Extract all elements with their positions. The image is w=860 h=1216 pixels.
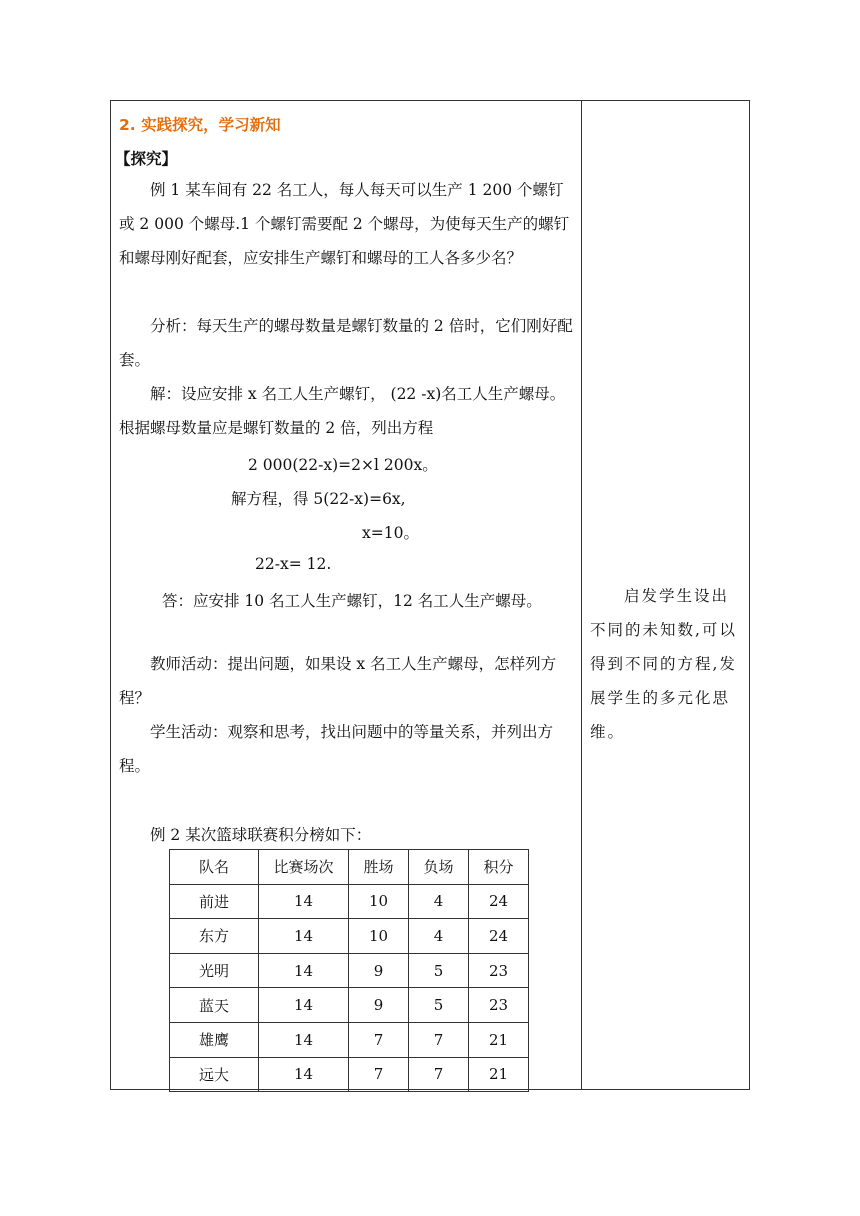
example1-problem-text: 例 1 某车间有 22 名工人，每人每天可以生产 1 200 个螺钉或 2 000 个螺母.1 个螺钉需要配 2 个螺母，为使每天生产的螺钉和螺母刚好配套，应安排生产螺钉和螺母的工人各多少名？ xyxy=(119,181,570,267)
cell-games: 14 xyxy=(259,953,349,988)
cell-losses: 4 xyxy=(409,884,469,919)
example1-analysis-text: 分析：每天生产的螺母数量是螺钉数量的 2 倍时，它们刚好配套。 xyxy=(119,317,573,369)
cell-games: 14 xyxy=(259,988,349,1023)
cell-points: 24 xyxy=(469,919,529,954)
student-activity-text: 学生活动：观察和思考，找出问题中的等量关系，并列出方程。 xyxy=(119,723,554,775)
header-points: 积分 xyxy=(469,850,529,885)
table-row xyxy=(170,1022,529,1057)
cell-team: 远大 xyxy=(170,1057,259,1092)
equation-2: 解方程，得 5(22-x)=6x, xyxy=(231,490,406,508)
example1-analysis xyxy=(119,309,579,377)
table-row xyxy=(170,988,529,1023)
cell-points: 21 xyxy=(469,1022,529,1057)
cell-team: 光明 xyxy=(170,953,259,988)
table-row xyxy=(170,919,529,954)
cell-points: 21 xyxy=(469,1057,529,1092)
table-row xyxy=(170,884,529,919)
cell-games: 14 xyxy=(259,1057,349,1092)
header-losses: 负场 xyxy=(409,850,469,885)
cell-wins: 7 xyxy=(349,1022,409,1057)
cell-team: 蓝天 xyxy=(170,988,259,1023)
side-note xyxy=(590,579,746,749)
side-note-text: 启发学生设出不同的未知数,可以得到不同的方程,发展学生的多元化思维。 xyxy=(590,587,737,741)
cell-games: 14 xyxy=(259,919,349,954)
example1-answer: 答：应安排 10 名工人生产螺钉，12 名工人生产螺母。 xyxy=(162,592,542,610)
header-wins: 胜场 xyxy=(349,850,409,885)
example1-solution-text: 解：设应安排 x 名工人生产螺钉， (22 -x)名工人生产螺母。根据螺母数量应是螺钉数量的 2 倍，列出方程 xyxy=(119,385,566,437)
cell-losses: 5 xyxy=(409,988,469,1023)
cell-losses: 5 xyxy=(409,953,469,988)
header-games: 比赛场次 xyxy=(259,850,349,885)
table-row xyxy=(170,1057,529,1092)
cell-points: 24 xyxy=(469,884,529,919)
equation-4: 22-x= 12. xyxy=(255,555,332,573)
cell-losses: 7 xyxy=(409,1057,469,1092)
cell-games: 14 xyxy=(259,1022,349,1057)
teacher-activity-text: 教师活动：提出问题，如果设 x 名工人生产螺母，怎样列方程？ xyxy=(119,655,557,707)
lesson-table xyxy=(110,100,750,1090)
cell-wins: 9 xyxy=(349,953,409,988)
score-table xyxy=(169,849,529,1092)
cell-points: 23 xyxy=(469,988,529,1023)
equation-1: 2 000(22-x)=2×l 200x。 xyxy=(248,456,438,474)
cell-wins: 9 xyxy=(349,988,409,1023)
cell-games: 14 xyxy=(259,884,349,919)
example1-problem xyxy=(119,173,579,275)
teacher-activity xyxy=(119,647,579,715)
table-header-row xyxy=(170,850,529,885)
cell-wins: 10 xyxy=(349,919,409,954)
cell-points: 23 xyxy=(469,953,529,988)
column-divider xyxy=(581,101,582,1089)
header-team: 队名 xyxy=(170,850,259,885)
student-activity xyxy=(119,715,579,783)
example1-solution xyxy=(119,377,579,445)
cell-team: 前进 xyxy=(170,884,259,919)
section-heading: 2. 实践探究，学习新知 xyxy=(119,116,281,134)
cell-team: 雄鹰 xyxy=(170,1022,259,1057)
section-tag: 【探究】 xyxy=(115,150,178,168)
table-row xyxy=(170,953,529,988)
cell-team: 东方 xyxy=(170,919,259,954)
cell-losses: 4 xyxy=(409,919,469,954)
equation-3: x=10。 xyxy=(362,524,419,542)
cell-wins: 7 xyxy=(349,1057,409,1092)
cell-losses: 7 xyxy=(409,1022,469,1057)
cell-wins: 10 xyxy=(349,884,409,919)
example2-intro: 例 2 某次篮球联赛积分榜如下： xyxy=(150,826,372,844)
